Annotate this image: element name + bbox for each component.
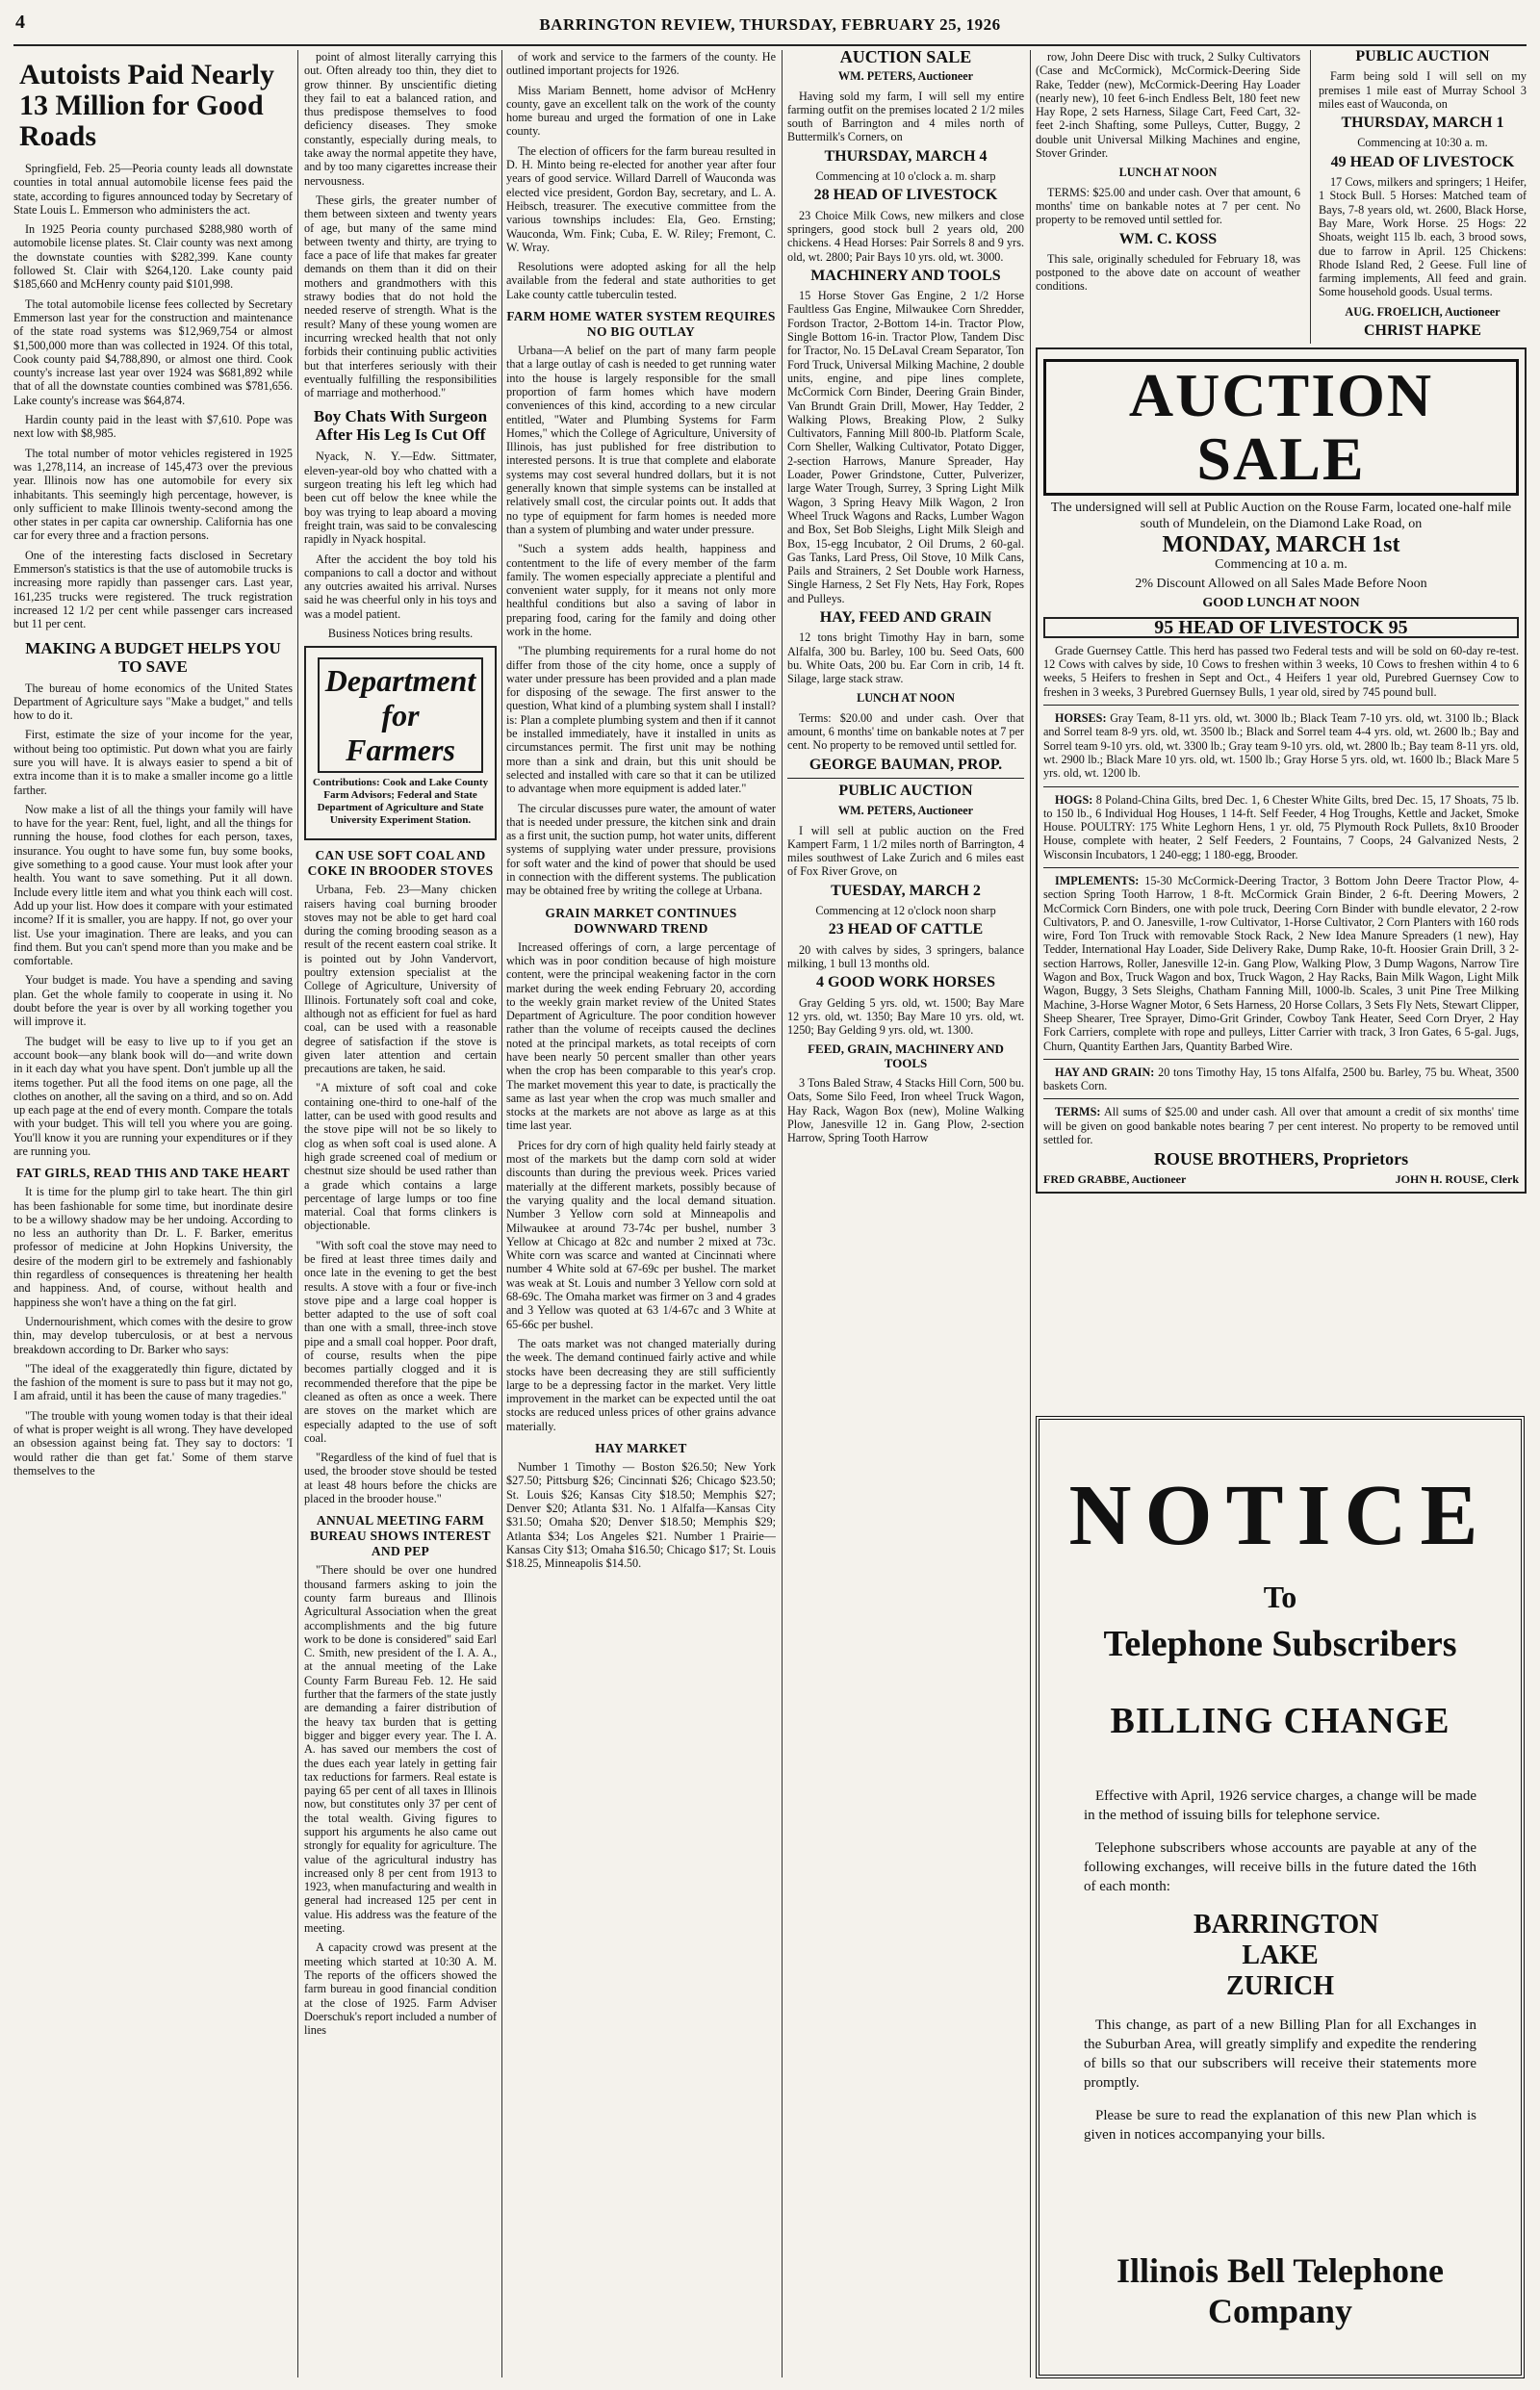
rouse-terms-label: TERMS: [1055, 1105, 1101, 1119]
rouse-owner: ROUSE BROTHERS, Proprietors [1153, 1149, 1409, 1169]
ad2-horses: Gray Gelding 5 yrs. old, wt. 1500; Bay Mare 12 yrs. old, wt. 1350; Bay Mare 10 yrs. old, wt. 1250; Bay Gelding 9 yrs. old, wt. 1300. [787, 995, 1024, 1038]
article-paragraph: "A mixture of soft coal and coke containing one-third to one-half of the latter, can be used with good results and the stove pipe will not be so likely to clog as when soft coal is used alone. A high grade screened coal of medium or chestnut size should be used rather than a grade which contains a large percentage of large lumps or too fine material. Coal that forms clinkers is objectionable. [304, 1081, 497, 1233]
article-paragraph: point of almost literally carrying this out. Often already too thin, they diet to grow thinner. By unscientific dieting they fail to eat a balanced ration, and thus predispose themselves to food deficiency diseases. They smoke constantly, especially during meals, to take away the normal appetite they have, and by too many cigarettes increase their nervousness. [304, 50, 497, 188]
ad2-title: PUBLIC AUCTION [838, 782, 973, 799]
masthead-title: BARRINGTON REVIEW, THURSDAY, FEBRUARY 25, 1926 [539, 15, 1001, 34]
ad1-owner: GEORGE BAUMAN, PROP. [808, 756, 1003, 773]
hapke-title: PUBLIC AUCTION [1355, 50, 1490, 64]
article-paragraph: One of the interesting facts disclosed in Secretary Emmerson's statistics is that the use of automobile trucks is increasing more rapidly than passenger cars. Last year, 161,235 trucks were registered. The truck registration increased 12 1/2 per cent while passenger cars increased but 11 per cent. [13, 548, 293, 631]
rouse-hogs-label: HOGS: [1055, 792, 1093, 807]
ad1-terms: Terms: $20.00 and under cash. Over that amount, 6 months' time on bankable notes at 7 per cent. No property to be removed until settled for. [787, 710, 1024, 753]
ad1-intro: Having sold my farm, I will sell my entire farming outfit on the premises located 2 1/2 miles south of Barrington and 4 miles north of Buttermilk's Corners, on [787, 89, 1024, 144]
column-4 [787, 50, 1024, 2377]
subhead-fat-girls: FAT GIRLS, READ THIS AND TAKE HEART [15, 1166, 291, 1181]
article-paragraph: "The trouble with young women today is that their ideal of what is proper weight is all wrong. They have developed an obsession against being fat. They say to doctors: 'I would rather die than get fat.' Some of them starve themselves to the [13, 1408, 293, 1478]
ad1-hay-head: HAY, FEED AND GRAIN [819, 608, 992, 626]
rouse-hay: 20 tons Timothy Hay, 15 tons Alfalfa, 2500 bu. Barley, 75 bu. Wheat, 3500 baskets Corn. [1043, 1065, 1519, 1093]
article-paragraph: Number 1 Timothy — Boston $26.50; New York $27.50; Pittsburg $26; Cincinnati $26; Chicago $23.50; St. Louis $26; Kansas City $18.50; Memphis $27; Denver $20; Atlanta $31. No. 1 Alfalfa—Kansas City $31.50; Omaha $20; Denver $18.50; Memphis $29; Atlanta $34; Los Angeles $21. Number 1 Prairie—Kansas City $13; Omaha $16.50; Chicago $17; St. Louis $18.25, Minneapolis $14.50. [506, 1460, 776, 1571]
ad2-time: Commencing at 12 o'clock noon sharp [815, 904, 996, 918]
column-rule [501, 50, 502, 2377]
article-paragraph: Prices for dry corn of high quality held fairly steady at most of the markets but the damp corn sold at wider discounts than during the previous week. Prices varied materially at the different markets, possibly because of the varying quality and the local demand situation. Number 3 Yellow corn sold at Minneapolis and Milwaukee at around 73-74c per bushel, number 3 Yellow at Chicago at 82c and number 2 mixed at 73c. White corn was scarce and wanted at Cincinnati where number 4 White sold at 67-69c per bushel. The market was weak at St. Louis and number 3 Yellow corn sold at 68-69c. The Omaha market was firmer on 3 and 4 grades and 3 Yellow was quoted at 63 1/4-67c and 3 White at 65-66c per bushel. [506, 1138, 776, 1331]
subhead-water-system: FARM HOME WATER SYSTEM REQUIRES NO BIG OUTLAY [506, 309, 776, 340]
column-3 [506, 50, 776, 2377]
notice-subscribers: Telephone Subscribers [1103, 1624, 1457, 1664]
article-paragraph: Hardin county paid in the least with $7,610. Pope was next low with $8,985. [13, 413, 293, 441]
ad1-machinery-head: MACHINERY AND TOOLS [810, 267, 1001, 284]
rouse-horses-label: HORSES: [1055, 711, 1107, 726]
hapke-items: 17 Cows, milkers and springers; 1 Heifer, 1 Stock Bull. 5 Horses: Matched team of Bays, 7-8 years old, wt. 2600, Black Horse, Bay Mare, Work Horse. 25 Hogs: 22 Shoats, weight 115 lb. each, 3 brood sows, due to farrow in April. 125 Chickens: Rhode Island Red, 2 Geese. Full line of farming implements, All feed and grain. Some household goods. Usual terms. [1318, 175, 1527, 299]
rouse-implements-label: IMPLEMENTS: [1055, 873, 1140, 887]
article-paragraph: Nyack, N. Y.—Edw. Sittmater, eleven-year-old boy who chatted with a surgeon treating his left leg which had been cut off below the knee while the boy was trying to leap aboard a moving freight train, was said to be convalescing rapidly in Nyack hospital. [304, 450, 497, 547]
subhead-soft-coal: CAN USE SOFT COAL AND COKE IN BROODER STOVES [307, 848, 494, 879]
koss-ad [1036, 50, 1300, 344]
notice-body [1084, 1786, 1476, 2145]
ad1-auctioneer: WM. PETERS, Auctioneer [837, 69, 974, 84]
ad2-feed: 3 Tons Baled Straw, 4 Stacks Hill Corn, 500 bu. Oats, Some Silo Feed, Iron wheel Truck Wagon, Hay Rack, Wagon Box (new), Moline Walking Plow, Janesville 12 in. Gang Plow, 2-section Harrow, Spring Tooth Harrow [787, 1076, 1024, 1145]
ad2-feed-head: FEED, GRAIN, MACHINERY AND TOOLS [808, 1041, 1004, 1070]
subhead-annual-meeting: ANNUAL MEETING FARM BUREAU SHOWS INTEREST AND PEP [310, 1513, 491, 1559]
rouse-livestock-head: 95 HEAD OF LIVESTOCK 95 [1043, 617, 1519, 638]
ad2-date: TUESDAY, MARCH 2 [831, 882, 981, 899]
rouse-auction-box [1036, 347, 1527, 1194]
article-paragraph: "The plumbing requirements for a rural home do not differ from those of the city home, once a supply of water under pressure has been provided and a plan made for disposing of the sewage. The first answer to the question, What kind of a plumbing system shall I install? is: Plan a complete plumbing system and then if it cannot be installed immediately, have it installed in units as circumstances permit. The first unit may be nothing more than a sink and drain, but this unit should be selected and installed with care so that it can be utilized to advantage when more equipment is added later." [506, 644, 776, 796]
headline-autoists: Autoists Paid Nearly 13 Million for Good Roads [19, 59, 274, 152]
rouse-time: Commencing at 10 a. m. [1215, 556, 1348, 572]
article-paragraph: Now make a list of all the things your family will have to have for the year: Rent, fuel, light, and all the things for running the house, food clothes for each person, taxes, insurance. You ought to have some fun, buy some books, give something to a good cause. Your must look after your health. You want to save something. Put it all down. Include every little item and what you think each will cost. Add up your list. How does it compare with your estimated income? If it is smaller, you are happy. If not, go over your list. Use your imagination. There are leaks, and you can find them. But you can't spend more than you make and be comfortable. [13, 802, 293, 968]
notice-paragraph: This change, as part of a new Billing Plan for all Exchanges in the Suburban Area, will greatly simplify and expedite the rendering of bills so that our subscribers will receive their statements more promptly. [1084, 2017, 1476, 2091]
divider [1043, 867, 1519, 868]
article-paragraph: Resolutions were adopted asking for all the help available from the federal and state authorities to get Lake county cattle tuberculin tested. [506, 260, 776, 301]
rouse-auctioneer: FRED GRABBE, Auctioneer [1043, 1171, 1187, 1186]
article-paragraph: Springfield, Feb. 25—Peoria county leads all downstate counties in total annual automobile license fees paid the state, according to figures announced today by Secretary of State Louis L. Emmerson who administers the act. [13, 162, 293, 217]
newspaper-page [13, 6, 1527, 2383]
koss-owner: WM. C. KOSS [1118, 230, 1218, 247]
article-paragraph: In 1925 Peoria county purchased $288,980 worth of automobile license plates. St. Clair county was next among the downstate counties with $282,399. Kane county followed St. Clair with $264,120. Lake county paid $185,660 and McHenry county paid $101,998. [13, 222, 293, 292]
article-paragraph: These girls, the greater number of them between sixteen and twenty years of age, but many of the same mind between twenty and thirty, are trying to face a pace of life that makes far greater demands on them than it did on their mothers and grandmothers with this strawy bodies that do not hold the needed reserve of strength. What is the result? Many of these young women are incurring wrecked health that not only forbids their continuing public activities but that interferes seriously with their eventually fulfilling the responsibilities of marriage and motherhood." [304, 193, 497, 400]
article-paragraph: First, estimate the size of your income for the year, without being too optimistic. Put down what you are fairly sure you will have. It is always easier to spend a bit of extra income than it is to make a smaller income go a little farther. [13, 728, 293, 797]
department-title: Department for Farmers [318, 657, 483, 773]
rouse-lunch: GOOD LUNCH AT NOON [1202, 596, 1360, 611]
article-paragraph: The budget will be easy to live up to if you get an account book—any blank book will do—and write down in it each day what you have spent. Don't jumble up all the items together. Put all the food items on one page, all the clothes on another, all the saving on a third, and so on. Add up each page at the end of every month. Compare the totals with your budget. This will tell you where you are going. You'll know it you are running your expenditures or if they are running you. [13, 1034, 293, 1158]
page-number: 4 [15, 12, 26, 33]
hapke-auctioneer: AUG. FROELICH, Auctioneer [1345, 304, 1501, 319]
article-paragraph: Undernourishment, which comes with the desire to grow thin, may develop tuberculosis, or at best a nervous breakdown according to Dr. Barker who says: [13, 1314, 293, 1356]
ad2-auctioneer: WM. PETERS, Auctioneer [837, 804, 974, 818]
article-paragraph: Urbana—A belief on the part of many farm people that a large outlay of cash is needed to get running water into the house is largely responsible for the small proportion of farm homes which have modern conveniences of this kind, according to a new circular entitled, "Water and Plumbing Systems for Farm Homes," which the College of Agriculture, University of Illinois, has just published for free distribution to interested persons. It is true that complete and elaborate systems may cost several hundred dollars, but it is not generally known that simple systems can be installed at relatively small cost, the circular points out. It adds that no type of equipment for farm homes is needed more than a system of plumbing and water under pressure. [506, 344, 776, 536]
business-notice: Business Notices bring results. [327, 626, 474, 640]
article-paragraph: "The ideal of the exaggeratedly thin figure, dictated by the fashion of the moment is sure to pass but it may not go, I am afraid, until it has been the cause of many tragedies." [13, 1361, 293, 1403]
article-paragraph: Increased offerings of corn, a large percentage of which was in poor condition because of high moisture content, were the principal weakening factor in the corn market during the week ending February 20, according to the weekly grain market review of the United States Department of Agriculture. The poor condition however rather than the volume of receipts caused the declines noted at the principal markets, as total receipts of corn have been nearly 50 percent smaller than other years when the crop has been comparable to this year's crop. The market movement this year to date, is practically the same as last year when the crop was much smaller and stocks at the markets are not above as large as at this time last year. [506, 939, 776, 1133]
rouse-hay-label: HAY AND GRAIN: [1055, 1065, 1155, 1079]
hapke-time: Commencing at 10:30 a. m. [1357, 136, 1488, 150]
subhead-grain-market: GRAIN MARKET CONTINUES DOWNWARD TREND [545, 905, 737, 936]
article-paragraph: A capacity crowd was present at the meeting which started at 10:30 A. M. The reports of the officers showed the farm bureau in good financial condition at the close of 1925. Farm Adviser Doerschuk's report included a number of lines [304, 1940, 497, 2038]
rouse-implements: 15-30 McCormick-Deering Tractor, 3 Bottom John Deere Tractor Plow, 4-section Spring Tooth Harrow, 1 8-ft. McCormick Grain Binder, 2 6-ft. Deering Mowers, 2 McCormick Corn Binders, one with pole truck, Deering Corn Binder with bundle elevator, 2 2-row Cultivators, P. and O. Janesville, 1-row Cultivator, 1-Horse Cultivator, 2 Corn Planters with 160 rods wire, Ford Ton Truck with removable Stock Rack, 2 New Idea Manure Spreaders (1 new), Hay Tedder, International Hay Loader, Side Delivery Rake, Dump Rake, 10-ft. Hoosier Grain Drill, 3 2-section Harrows, Roller, Janesville 12-in. Gang Plow, Walking Plow, 3 Dump Wagons, Narrow Tire Wagon and Box, Truck Wagon and box, Truck Wagon, 2 Hay Racks, Bain Milk Wagon, Light Milk Wagon, Buggy, 3 Sets Sleighs, Chatham Fanning Mill, 1000-lb. Scales, 3 unit Pine Tree Milking Machine, 3-Horse Wagner Motor, 6 Sets Harness, 20 Horse Collars, 3 Sets Fly Nets, Stewart Clipper, Sheep Shearer, Tree Sprayer, Dimo-Grit Grinder, Cowboy Tank Heater, Seed Corn Dryer, 2 Hay Fork Carriers, complete with rope and pulleys, Litter Carrier with track, 3 Iron Gates, 6 5-gal. Jugs, Churn, Quantity Earthen Jars, Quantity Barbed Wire. [1043, 873, 1520, 1053]
article-paragraph: The oats market was not changed materially during the week. The demand continued fairly active and while stocks have been decreasing they are still sufficiently large to be a depressing factor in the market. Very little improvement in the market can be expected until the oat stocks are reduced unless prices of other grains advance materially. [506, 1336, 776, 1433]
column-1 [13, 50, 293, 2377]
subhead-hay-market: HAY MARKET [595, 1441, 687, 1456]
divider [1043, 1098, 1519, 1099]
notice-to: To [1263, 1580, 1297, 1614]
column-rule [782, 50, 783, 2377]
divider [787, 778, 1024, 779]
article-paragraph: Your budget is made. You have a spending and saving plan. Get the whole family to cooperate in using it. No doubt before the year is over by all working together you will improve it. [13, 973, 293, 1029]
divider [1043, 705, 1519, 706]
rouse-cattle: Grade Guernsey Cattle. This herd has passed two Federal tests and will be sold on 60-day re-test. 12 Cows with calves by side, 10 Cows to freshen within 3 weeks, 10 Cows to freshen within 4 to 6 weeks, 5 Heifers to freshen in Sept and Oct., 4 Heifers 1 year old, Purebred Guernsey Cow to freshen in 3 weeks, 3 Purebred Guernsey Bulls, 1 year old, sired by 745 pound bull. [1043, 643, 1519, 699]
rouse-intro: The undersigned will sell at Public Auction on the Rouse Farm, located one-half mile south of Mundelein, on the Diamond Lake Road, on [1050, 501, 1512, 532]
article-paragraph: Urbana, Feb. 23—Many chicken raisers having coal burning brooder stoves may not be able to get hard coal during the coming brooding season as a result of the recent eastern coal strike. It is pointed out by John Vandervort, poultry extension specialist at the College of Agriculture, University of Illinois. Fortunately soft coal and coke, although not as efficient for fuel as hard coal, can be used with a reasonable degree of satisfaction if the stove is given later attention and certain precautions are taken, he said. [304, 883, 497, 1076]
ad2-intro: I will sell at public auction on the Fred Kampert Farm, 1 1/2 miles north of Barrington, 4 miles southwest of Lake Zurich and 6 miles east of Fox River Grove, on [787, 823, 1024, 879]
ad1-livestock: 23 Choice Milk Cows, new milkers and close springers, good stock bull 2 years old, 200 chickens. 4 Head Horses: Pair Sorrels 8 and 9 yrs. old, wt. 2800; Pair Bays 10 yrs. old, wt. 3000. [787, 208, 1024, 264]
article-paragraph: Miss Mariam Bennett, home advisor of McHenry county, gave an excellent talk on the work of the county home bureau and urged the formation of one in Lake county. [506, 83, 776, 139]
rouse-auction-title: AUCTION SALE [1043, 359, 1519, 496]
ad1-machinery: 15 Horse Stover Gas Engine, 2 1/2 Horse Faultless Gas Engine, Milwaukee Corn Shredder, Fordson Tractor, 2-Bottom 14-in. Tractor Plow, Single Bottom 16-in. Tractor Plow, Tandem Disc for Tractor, No. 15 DeLaval Cream Separator, Ton Ford Truck, Universal Milking Machine, 2 double units, engine, and pipe lines complete, McCormick Corn Binder, Deering Grain Binder, Van Brundt Grain Drill, Mower, Hay Tedder, 2 Walking Plows, Breaking Plow, 2 Sulky Cultivators, Fanning Mill 800-lb. Platform Scale, Corn Sheller, Walking Cultivator, Potato Digger, 2-section Harrows, Manure Spreader, Hay Loader, Power Grindstone, Cutter, Pulverizer, large Water Trough, Surrey, 3 Spring Light Milk Wagon, 3 Spring Heavy Milk Wagon, 2 Iron Wheel Truck Wagons and Racks, Lumber Wagon and Box, Set Bob Sleighs, Light Milk Sleigh and Box, 15-egg Incubator, 2 Oil Drums, 2 60-gal. Gas Tanks, Lard Press, Oil Stove, 10 Milk Cans, Pails and Strainers, 2 Set Double work Harness, Single Harness, 2 Set Fly Nets, Hay Fork, Ropes and Pulleys. [787, 289, 1024, 605]
ad1-hay: 12 tons bright Timothy Hay in barn, some Alfalfa, 300 bu. Barley, 100 bu. Seed Oats, 600 bu. White Oats, 200 bu. Ear Corn in crib, 14 ft. Silage, large stack straw. [787, 630, 1024, 686]
rouse-footer [1043, 1172, 1519, 1186]
koss-terms: TERMS: $25.00 and under cash. Over that amount, 6 months' time on bankable notes at 7 per cent. No property to be removed until settled for. [1036, 185, 1300, 227]
rouse-terms: All sums of $25.00 and under cash. All over that amount a credit of six months' time will be given on good bankable notes bearing 7 per cent interest. No property to be removed until settled for. [1043, 1105, 1519, 1147]
koss-note: This sale, originally scheduled for February 18, was postponed to the above date on account of weather conditions. [1036, 251, 1300, 294]
koss-lunch: LUNCH AT NOON [1118, 166, 1218, 180]
ad1-livestock-head: 28 HEAD OF LIVESTOCK [813, 187, 998, 204]
divider [1043, 786, 1519, 787]
subhead-boy-chats: Boy Chats With Surgeon After His Leg Is Cut Off [313, 407, 488, 445]
notice-paragraph: Please be sure to read the explanation of this new Plan which is given in notices accompanying your bills. [1084, 2108, 1476, 2143]
ad1-lunch: LUNCH AT NOON [857, 691, 955, 706]
rouse-clerk: JOHN H. ROUSE, Clerk [1395, 1171, 1519, 1186]
ad2-horses-head: 4 GOOD WORK HORSES [816, 974, 995, 991]
notice-paragraph: Effective with April, 1926 service charges, a change will be made in the method of issuing bills for telephone service. [1084, 1788, 1476, 1823]
department-subtitle: Contributions: Cook and Lake County Farm Advisors; Federal and State Department of Agriculture and State University Experiment Station. [312, 777, 489, 827]
column-2 [304, 50, 497, 2377]
hapke-head: 49 HEAD OF LIVESTOCK [1330, 153, 1515, 170]
department-box [304, 646, 497, 840]
hapke-ad [1310, 50, 1527, 344]
hapke-owner: CHRIST HAPKE [1364, 322, 1481, 340]
notice-title: NOTICE [1068, 1468, 1492, 1563]
masthead [13, 6, 1527, 46]
rouse-horses: Gray Team, 8-11 yrs. old, wt. 3000 lb.; Black Team 7-10 yrs. old, wt. 3100 lb.; Black and Sorrel team 8-9 yrs. old, wt. 3500 lb.; Black and Sorrel team 4-4 yrs. old, wt. 2600 lb.; Bay and Sorrel team 9-10 yrs. old, wt. 3300 lb.; Gray team 9-10 yrs. old, wt. 2800 lb.; Bay team 8-11 yrs. old, wt. 2900 lb.; Black Mare 10 yrs. old, wt. 1500 lb.; Gray Horse 5 yrs. old, wt. 1600 lb.; Black Mare 5 yrs. old, wt. 1200 lb. [1043, 711, 1520, 781]
divider [1043, 1059, 1519, 1060]
rouse-date: MONDAY, MARCH 1st [1162, 532, 1400, 558]
article-paragraph: The total number of motor vehicles registered in 1925 was 1,278,114, an increase of 145,473 over the previous year. Illinois now has one automobile for every six inhabitants. This seemingly high percentage, however, is only sufficient to make Illinois twenty-second among the other states in per capita car ownership. California has one car for every three and a fraction persons. [13, 446, 293, 543]
article-paragraph: The total automobile license fees collected by Secretary Emmerson last year for the construction and maintenance of the state road systems was $12,969,754 or almost $1,500,000 more than was collected in 1924. Of this total, Cook county paid $4,788,890, or almost one third. Cook county's increase last year over 1924 was $681,892 while that of all the downstate counties combined was $781,656. Lake county's increase was $64,874. [13, 296, 293, 407]
article-paragraph: It is time for the plump girl to take heart. The thin girl has been fashionable for some time, but inordinate desire to be a willowy shadow may be her undoing. According to no less an authority than Dr. L. F. Barker, emeritus professor of medicine at John Hopkins University, the desire of the modern girl to be extremely and fashionably thin regardless of consequences is threatening her health and happiness. And, of course, without health and happiness she won't have a thing on the fat girl. [13, 1185, 293, 1309]
article-paragraph: "Regardless of the kind of fuel that is used, the brooder stove should be tested at least 48 hours before the chicks are placed in the brooder house." [304, 1451, 497, 1506]
column-5 [1036, 50, 1527, 1407]
notice-billing-change: BILLING CHANGE [1110, 1701, 1450, 1741]
column-rule [297, 50, 298, 2377]
article-paragraph: "There should be over one hundred thousand farmers asking to join the county farm bureaus and Illinois Agricultural Association when the great accomplishments and the big future work to be done is considered" said Earl C. Smith, new president of the I. A. A., at the annual meeting of the Lake County Farm Bureau Feb. 12. He said further that the farmers of the state justly are demanding a fairer distribution of the heavy tax burden that is getting bigger and bigger every year. The I. A. A. has saved our members the cost of the dues each year lately in getting fair tax reductions for farmers. Real estate is paying 65 per cent of all taxes in Illinois now, but constitutes only 37 per cent of the total wealth. Giving figures to support his arguments he also came out strongly for equality for agriculture. The value of the agricultural industry has increased only 8 per cent from 1913 to 1923, when manufacturing and wealth in general had increased 125 per cent in value. His address was the feature of the meeting. [304, 1563, 497, 1936]
article-paragraph: The election of officers for the farm bureau resulted in D. H. Minto being re-elected for another year after four years of good service. Willard Darrell of Wauconda was elected vice president, Gordon Bay, secretary, and L. A. Heibsch, treasurer. The executive committee from the various townships includes: Ela, Geo. Ernsting; Wauconda, Wm. Fink; Cuba, E. W. Riley; Fremont, C. W. Wray. [506, 143, 776, 254]
ad2-cattle-head: 23 HEAD OF CATTLE [828, 921, 984, 938]
article-paragraph: of work and service to the farmers of the county. He outlined important projects for 1926. [506, 50, 776, 78]
ad2-cattle: 20 with calves by sides, 3 springers, balance milking, 1 bull 13 months old. [787, 942, 1024, 970]
article-paragraph: "With soft coal the stove may need to be fired at least three times daily and once late in the evening to get the best results. A stove with a four or five-inch stove pipe and a large coal hopper is better adapted to the use of soft coal than one with a small, three-inch stove pipe and a small coal hopper. Poor draft, of course, results when the pipe becomes partially clogged and it is recommended therefore that the pipe be cleaned as often as once a week. There are stoves on the market which are especially adapted to the use of soft coal. [304, 1238, 497, 1445]
ad1-time: Commencing at 10 o'clock a. m. sharp [815, 169, 996, 184]
ad1-date: THURSDAY, MARCH 4 [824, 147, 988, 165]
hapke-date: THURSDAY, MARCH 1 [1341, 115, 1504, 132]
telephone-notice [1036, 1416, 1525, 2378]
notice-paragraph: Telephone subscribers whose accounts are payable at any of the following exchanges, will receive bills in the future dated the 16th of each month: [1084, 1840, 1476, 1894]
hapke-intro: Farm being sold I will sell on my premises 1 mile east of Murray School 3 miles east of Wauconda, on [1318, 69, 1527, 111]
notice-exchanges: BARRINGTON LAKE ZURICH [1194, 1910, 1379, 2001]
article-paragraph: The bureau of home economics of the United States Department of Agriculture says "Make a budget," and tells how to do it. [13, 681, 293, 723]
notice-company: Illinois Bell Telephone Company [1116, 2251, 1445, 2330]
column-rule [1030, 50, 1031, 2377]
article-paragraph: After the accident the boy told his companions to call a doctor and without any outcries awaited his arrival. Nurses said he was cheerful only in his toys and was a model patient. [304, 552, 497, 621]
ad1-title: AUCTION SALE [839, 50, 972, 66]
rouse-discount: 2% Discount Allowed on all Sales Made Before Noon [1135, 576, 1427, 591]
article-paragraph: The circular discusses pure water, the amount of water that is needed under pressure, the kitchen sink and drain as a first unit, the suction pump, hot water units, different systems of supplying water under pressure, provisions for soft water and the kind of power that should be used in connection with the different systems. The publication may be obtained free by writing the college at Urbana. [506, 801, 776, 898]
subhead-budget: MAKING A BUDGET HELPS YOU TO SAVE [25, 638, 281, 676]
koss-items: row, John Deere Disc with truck, 2 Sulky Cultivators (Case and McCormick), McCormick-Deering Side Rake, Tedder (new), McCormick-Deering Hay Loader (nearly new), 10 feet 6-inch Endless Belt, 180 feet new Hay Rope, 2 sets Harness, Silage Cart, Feed Cart, 32-feet 2-inch Shafting, some Pulleys, Cutter, Buggy, 2 double unit Universal Milking Machines and engine, Stover Grinder. [1036, 50, 1300, 161]
rouse-hogs: 8 Poland-China Gilts, bred Dec. 1, 6 Chester White Gilts, bred Dec. 15, 17 Shoats, 75 lb. to 150 lb., 6 Individual Hog Houses, 1 14-ft. Self Feeder, 4 Hog Troughs, Kettle and Jacket, Smoke House. POULTRY: 175 White Leghorn Hens, 1 yr. old, 75 Plymouth Rock Pullets, 8x10 Brooder House, complete with heater, 2 Self Feeders, 2 Fountains, 7 Coops, 24 Galvanized Nests, 2 Wisconsin Incubators, 1 240-egg; 1 180-egg, Brooder. [1043, 792, 1519, 861]
top-ads-row [1036, 50, 1527, 344]
article-paragraph: "Such a system adds health, happiness and contentment to the life of every member of the farm family. The women especially appreciate a plentiful and convenient water supply, for it means not only more healthful conditions but also a saving of labor in preparing food, caring for the family and doing other work in the home. [506, 542, 776, 638]
